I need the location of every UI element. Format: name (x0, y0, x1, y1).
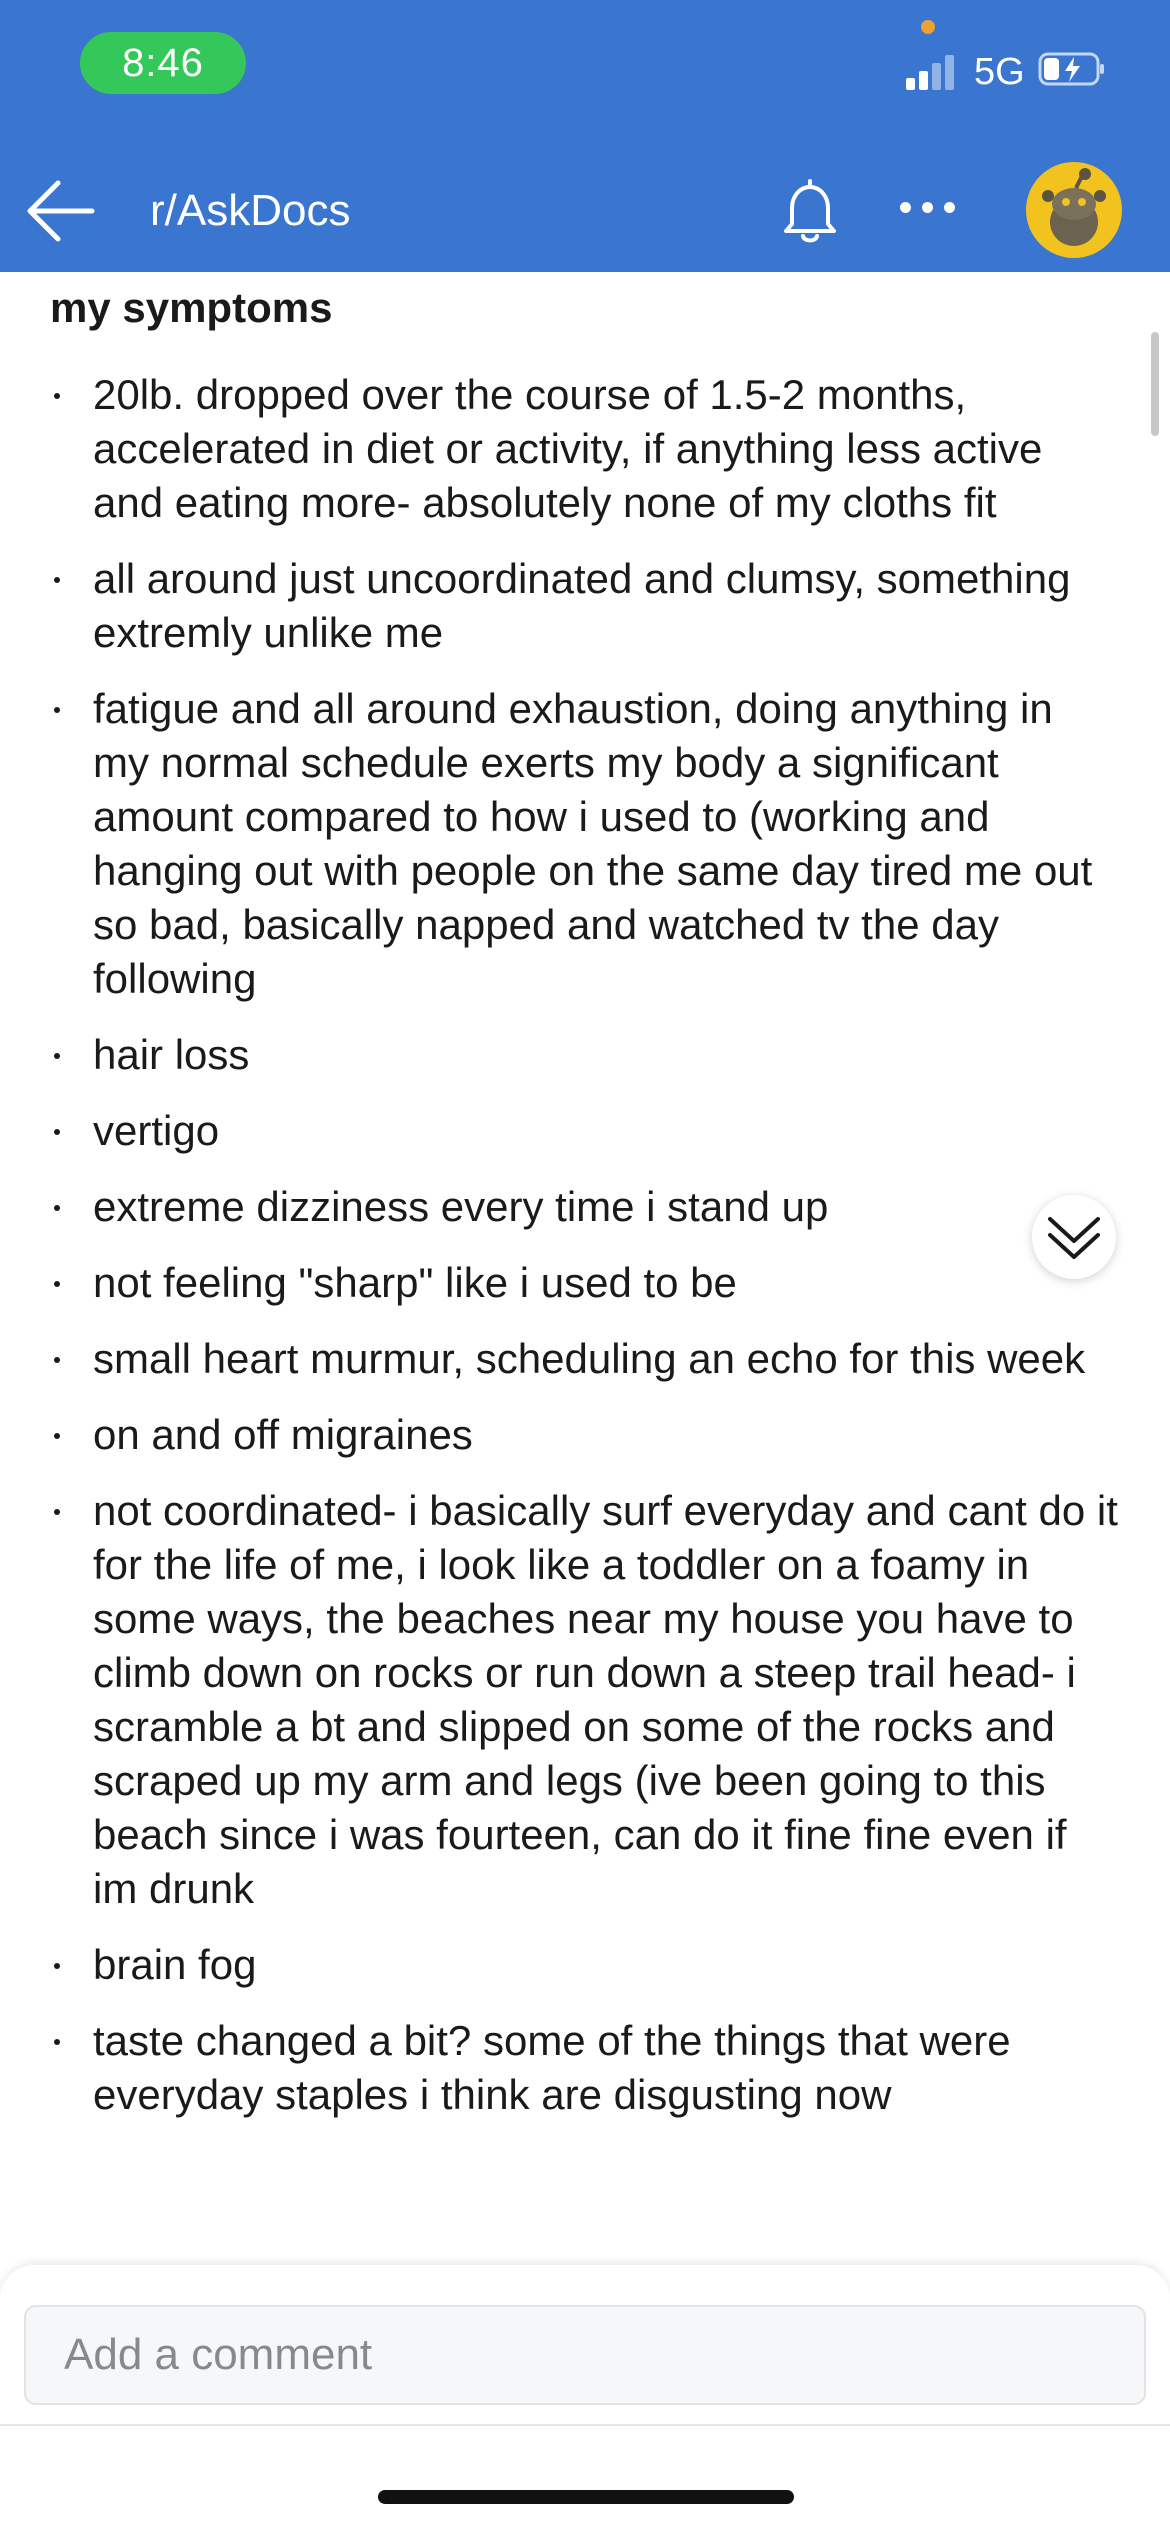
scrollbar[interactable] (1151, 332, 1159, 436)
list-item: small heart murmur, scheduling an echo for this week (0, 1332, 1140, 1386)
subreddit-title[interactable]: r/AskDocs (150, 186, 351, 235)
home-indicator[interactable] (378, 2490, 794, 2504)
privacy-indicator-dot (921, 20, 935, 34)
battery-charging-icon (1038, 52, 1106, 86)
network-type: 5G (974, 51, 1025, 93)
bell-icon[interactable] (772, 174, 848, 250)
list-item: 20lb. dropped over the course of 1.5-2 months, accelerated in diet or activity, if anything less active and eating more- absolutely none of my cloths fit (0, 368, 1140, 530)
symptom-list (0, 368, 1140, 2144)
list-item: brain fog (0, 1938, 1140, 1992)
app-bar (0, 150, 1170, 272)
scroll-down-button[interactable] (1032, 1195, 1116, 1279)
list-item: on and off migraines (0, 1408, 1140, 1462)
status-time: 8:46 (80, 32, 246, 94)
list-item: fatigue and all around exhaustion, doing anything in my normal schedule exerts my body a significant amount compared to how i used to (working and hanging out with people on the same day tired me out so bad, basically napped and watched tv the day following (0, 682, 1140, 1006)
comment-input[interactable] (24, 2305, 1146, 2405)
list-item: vertigo (0, 1104, 1140, 1158)
list-item: not feeling "sharp" like i used to be (0, 1256, 1140, 1310)
divider (0, 2424, 1170, 2426)
avatar[interactable] (1026, 162, 1122, 258)
list-item: taste changed a bit? some of the things that were everyday staples i think are disgusting now (0, 2014, 1140, 2122)
post-heading: my symptoms (50, 284, 333, 331)
comment-bar (0, 2265, 1170, 2425)
back-arrow-icon[interactable] (22, 178, 98, 244)
top-bar (0, 0, 1170, 272)
list-item: not coordinated- i basically surf everyday and cant do it for the life of me, i look like a toddler on a foamy in some ways, the beaches near my house you have to climb down on rocks or run down a steep trail head- i scramble a bt and slipped on some of the rocks and scraped up my arm and legs (ive been going to this beach since i was fourteen, can do it fine fine even if im drunk (0, 1484, 1140, 1916)
list-item: hair loss (0, 1028, 1140, 1082)
list-item: extreme dizziness every time i stand up (0, 1180, 1140, 1234)
more-icon[interactable] (900, 202, 960, 218)
signal-icon (906, 54, 956, 90)
chevron-down-icon (1032, 1195, 1116, 1279)
list-item: all around just uncoordinated and clumsy, something extremly unlike me (0, 552, 1140, 660)
snoo-avatar-icon (1026, 162, 1122, 258)
post-body (0, 272, 1170, 2272)
